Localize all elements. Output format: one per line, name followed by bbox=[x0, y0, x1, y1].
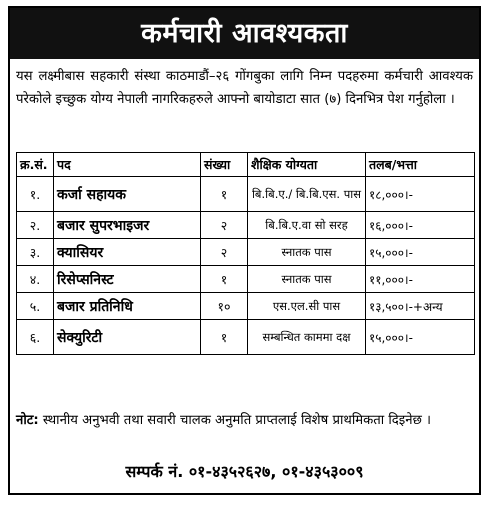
header-qty: संख्या bbox=[201, 153, 248, 177]
header-post: पद bbox=[54, 153, 201, 177]
ad-title: कर्मचारी आवश्यकता bbox=[10, 8, 479, 59]
table-row bbox=[17, 239, 475, 266]
row-post: सेक्युरिटी bbox=[54, 320, 201, 355]
row-qualification: एस.एल.सी पास bbox=[248, 293, 366, 320]
table-row bbox=[17, 266, 475, 293]
row-sn: ५. bbox=[17, 293, 54, 320]
row-salary: १६,०००।- bbox=[366, 212, 475, 239]
row-qty: २ bbox=[201, 212, 248, 239]
table-row bbox=[17, 212, 475, 239]
note-section bbox=[16, 410, 473, 432]
row-qty: १० bbox=[201, 293, 248, 320]
row-post: बजार सुपरभाइजर bbox=[54, 212, 201, 239]
intro-paragraph: यस लक्ष्मीबास सहकारी संस्था काठमाडौं–२६ गोंगबुका लागि निम्न पदहरुमा कर्मचारी आवश्यक परेकोले इच्छुक योग्य नेपाली नागरिकहरुले आफ्नो बायोडाटा सात (७) दिनभित्र पेश गर्नुहोला । bbox=[16, 69, 473, 107]
row-sn: ३. bbox=[17, 239, 54, 266]
row-sn: १. bbox=[17, 177, 54, 212]
row-salary: १५,०००।- bbox=[366, 239, 475, 266]
row-qty: २ bbox=[201, 239, 248, 266]
row-qty: १ bbox=[201, 266, 248, 293]
row-qualification: बि.बि.ए.वा सो सरह bbox=[248, 212, 366, 239]
row-sn: ६. bbox=[17, 320, 54, 355]
row-qualification: स्नातक पास bbox=[248, 266, 366, 293]
row-qty: १ bbox=[201, 320, 248, 355]
row-qualification: स्नातक पास bbox=[248, 239, 366, 266]
row-post: क्यासियर bbox=[54, 239, 201, 266]
table-header-row bbox=[17, 153, 475, 177]
job-advertisement bbox=[8, 6, 481, 495]
table-row bbox=[17, 320, 475, 355]
header-salary: तलब/भत्ता bbox=[366, 153, 475, 177]
row-salary: ११,०००।- bbox=[366, 266, 475, 293]
contact-numbers: सम्पर्क नं. ०१-४३५२६२७, ०१-४३५३००९ bbox=[125, 462, 364, 481]
row-salary: १८,०००।- bbox=[366, 177, 475, 212]
header-sn: क्र.सं. bbox=[17, 153, 54, 177]
table-row bbox=[17, 293, 475, 320]
vacancy-table bbox=[16, 152, 475, 355]
row-qualification: बि.बि.ए./ बि.बि.एस. पास bbox=[248, 177, 366, 212]
note-label: नोट: bbox=[16, 413, 39, 428]
row-sn: ४. bbox=[17, 266, 54, 293]
row-qualification: सम्बन्धित काममा दक्ष bbox=[248, 320, 366, 355]
row-post: कर्जा सहायक bbox=[54, 177, 201, 212]
note-text: स्थानीय अनुभवी तथा सवारी चालक अनुमति प्राप्तलाई विशेष प्राथमिकता दिइनेछ । bbox=[42, 413, 432, 428]
row-salary: १५,०००।- bbox=[366, 320, 475, 355]
row-sn: २. bbox=[17, 212, 54, 239]
row-post: बजार प्रतिनिधि bbox=[54, 293, 201, 320]
table-row bbox=[17, 177, 475, 212]
row-qty: १ bbox=[201, 177, 248, 212]
row-salary: १३,५००।-+अन्य bbox=[366, 293, 475, 320]
row-post: रिसेप्सनिस्ट bbox=[54, 266, 201, 293]
header-qualification: शैक्षिक योग्यता bbox=[248, 153, 366, 177]
